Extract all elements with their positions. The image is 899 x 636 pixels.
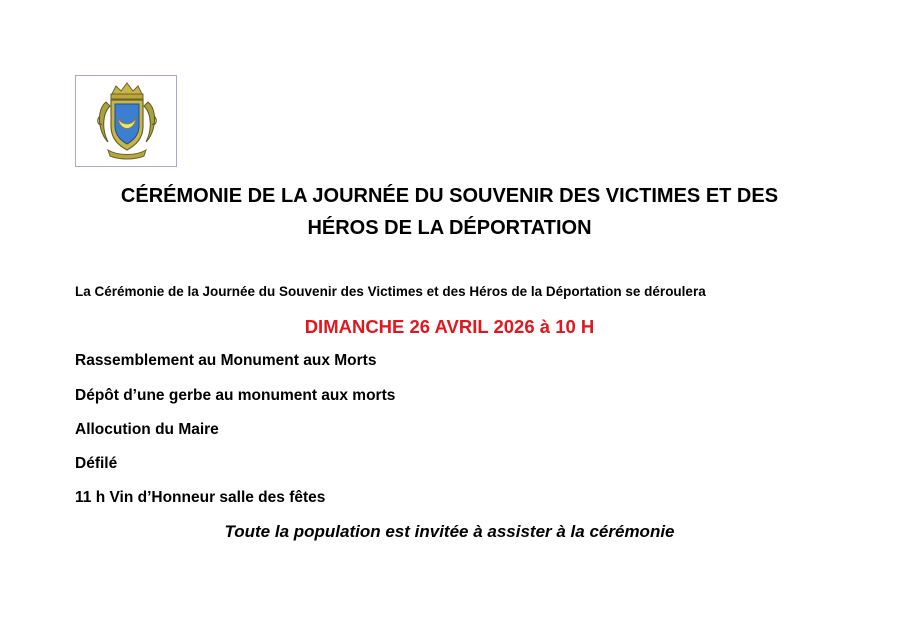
program-item-wreath: Dépôt d’une gerbe au monument aux morts xyxy=(75,387,396,404)
program-item-reception: 11 h Vin d’Honneur salle des fêtes xyxy=(75,489,326,506)
municipal-logo xyxy=(75,75,177,167)
closing-invitation: Toute la population est invitée à assister à la cérémonie xyxy=(224,522,675,541)
program-item-parade: Défilé xyxy=(75,455,118,472)
ceremony-date: DIMANCHE 26 AVRIL 2026 à 10 H xyxy=(304,316,595,337)
intro-text: La Cérémonie de la Journée du Souvenir des Victimes et des Héros de la Déportation se déroulera xyxy=(75,284,706,299)
program-item-gathering: Rassemblement au Monument aux Morts xyxy=(75,352,377,369)
page-title-line-2: HÉROS DE LA DÉPORTATION xyxy=(307,217,592,239)
program-item-speech: Allocution du Maire xyxy=(75,421,219,438)
municipal-coat-of-arms-icon xyxy=(94,80,160,164)
page-title-line-1: CÉRÉMONIE DE LA JOURNÉE DU SOUVENIR DES VICTIMES ET DES xyxy=(120,185,779,207)
